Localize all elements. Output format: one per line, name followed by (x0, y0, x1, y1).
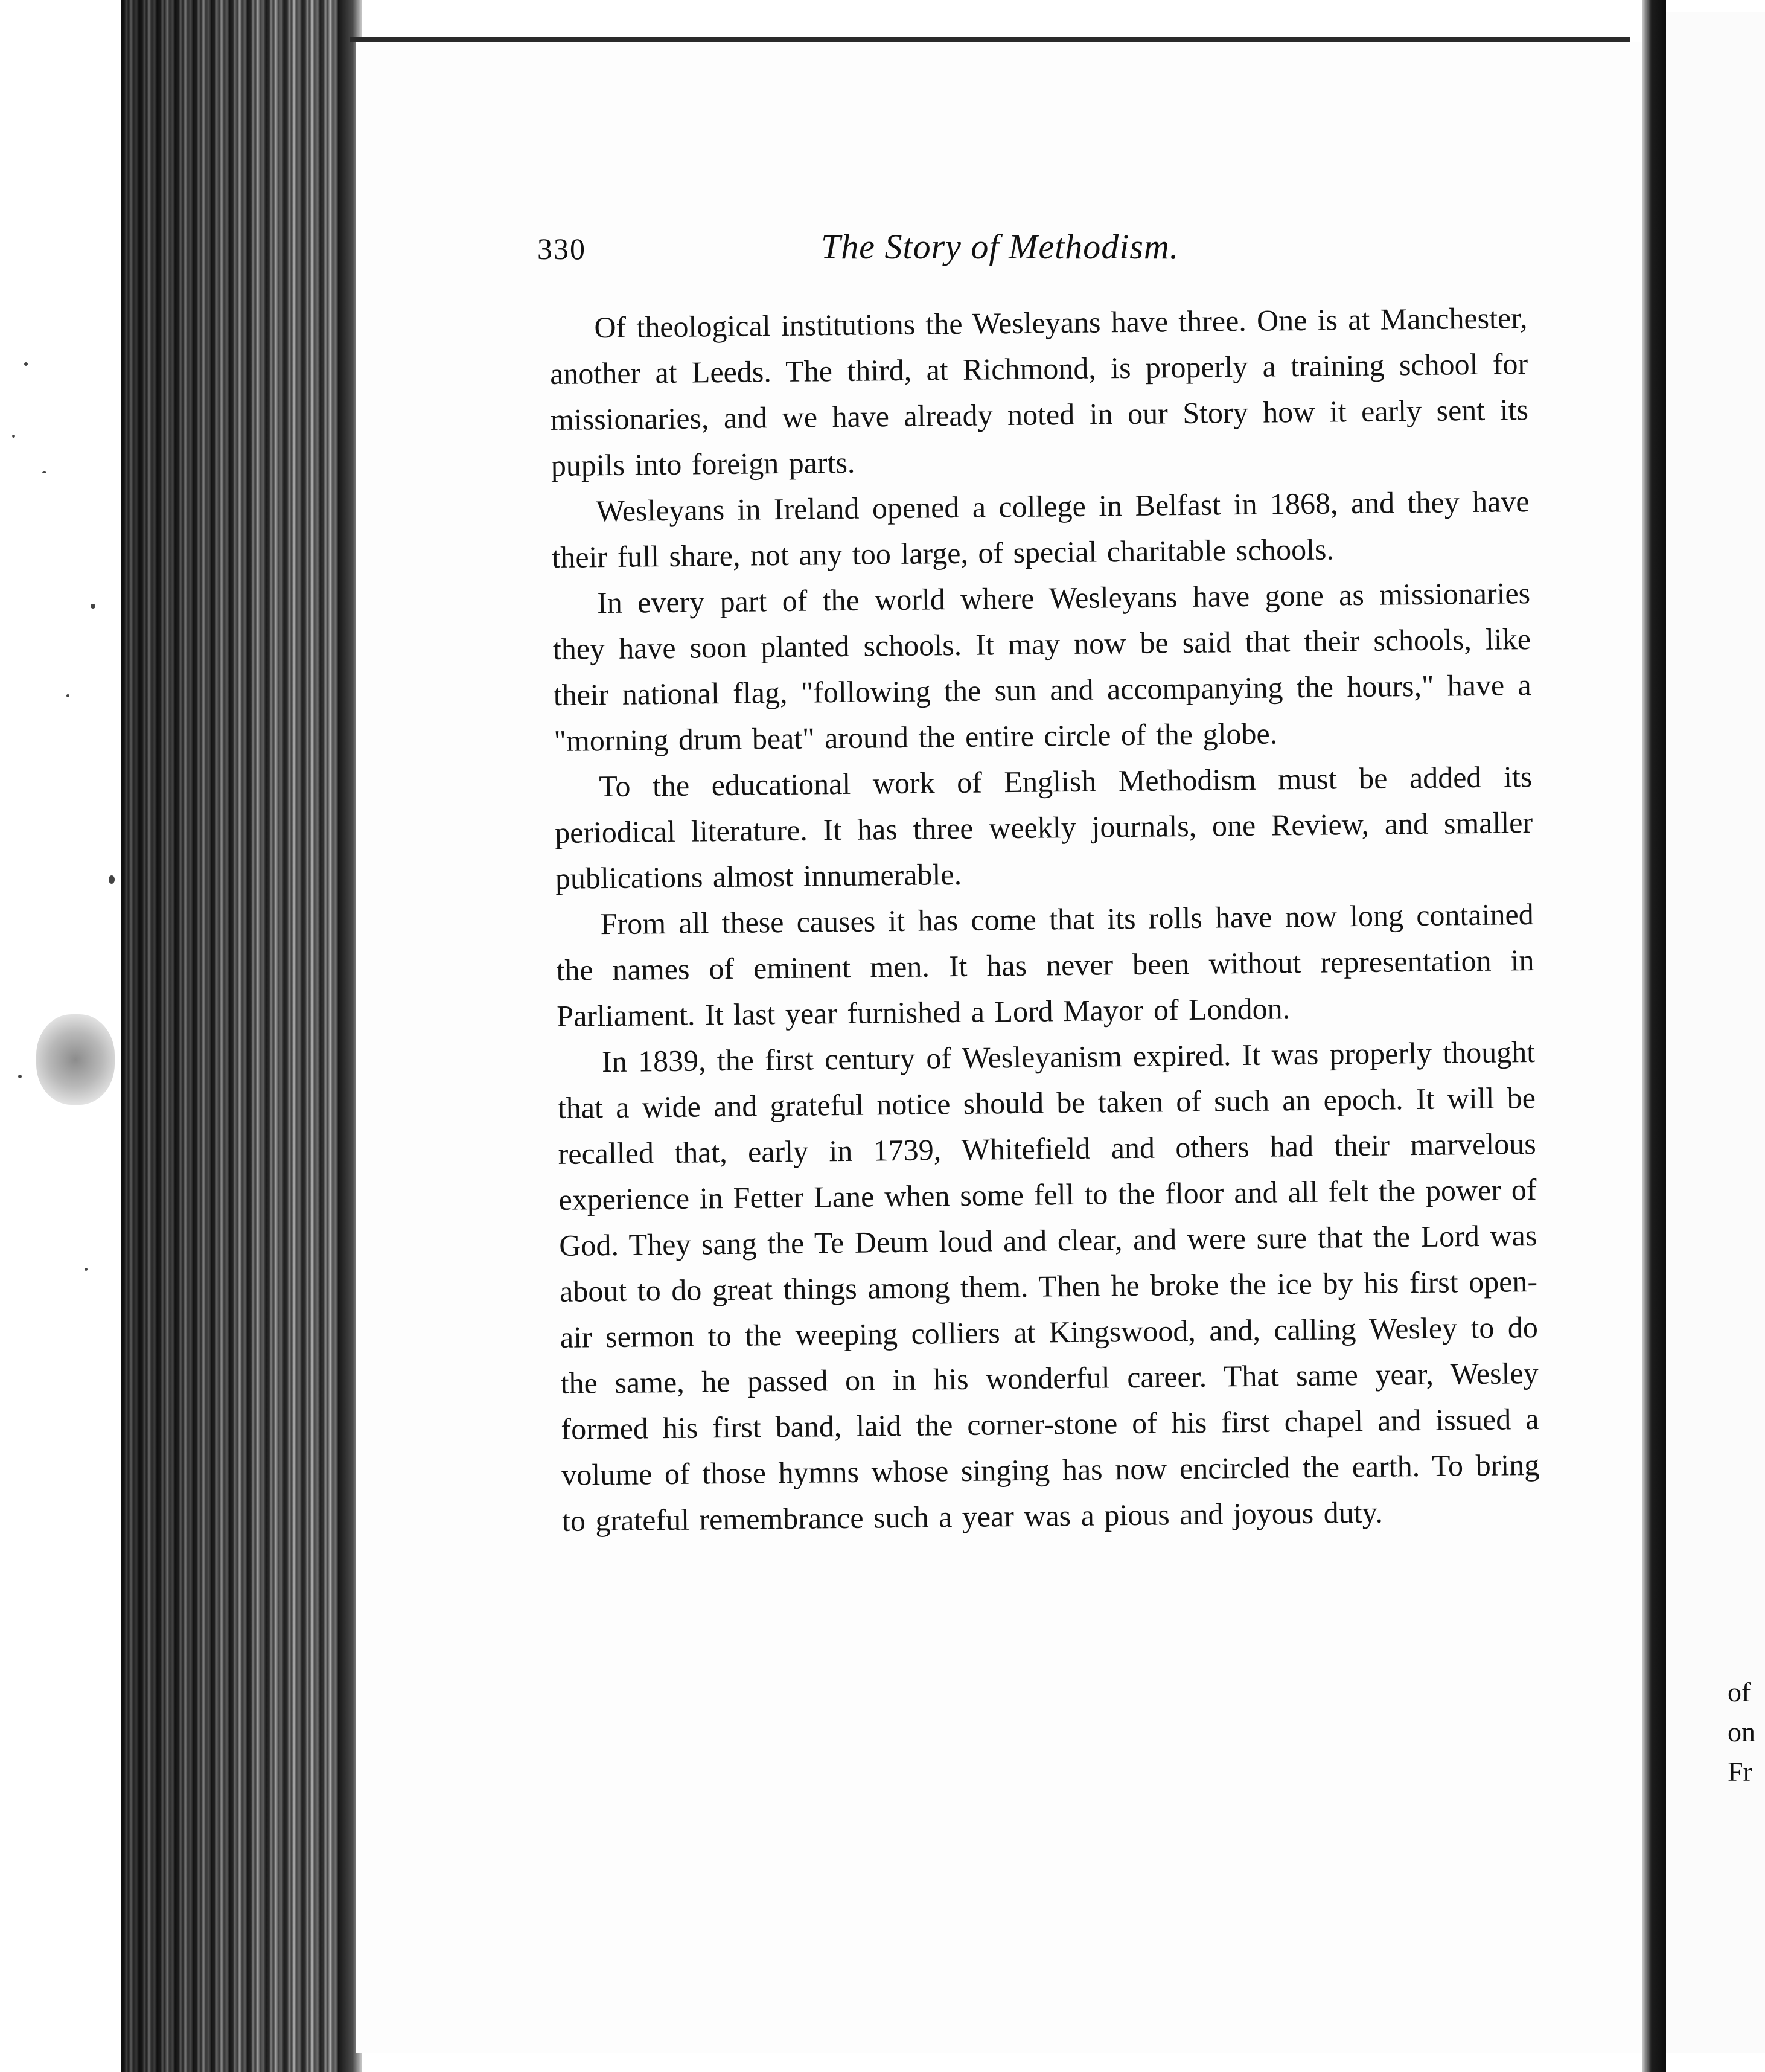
paper-damage-blot (36, 1014, 115, 1105)
right-gutter (1642, 0, 1666, 2072)
speck (24, 362, 28, 366)
running-header (537, 226, 1322, 281)
facing-page-fragment: Fr (1728, 1756, 1752, 1787)
page-number: 330 (537, 232, 586, 266)
speck (12, 435, 15, 438)
speck (109, 875, 115, 884)
facing-page-text-fragment (1728, 1672, 1765, 1792)
speck (42, 471, 46, 473)
paragraph: In 1839, the first century of Wesleyanism expired. It was properly thought that a wide and grateful notice should be taken of such an epoch. It will be recalled that, early in 1739, Whitefield and others had their marvelous experience in Fetter Lane when some fell to the floor and all felt the power of God. They sang the Te Deum loud and clear, and were sure that the Lord was about to do great things among them. Then he broke the ice by his first open-air sermon to the weeping colliers at Kingswood, and, calling Wesley to do the same, he passed on in his wonderful career. That same year, Wesley formed his first band, laid the corner-stone of his first chapel and issued a volume of those hymns whose singing has now encircled the earth. To bring to grateful remembrance such a year was a pious and joyous duty. (557, 1034, 1540, 1538)
page-top-edge (350, 37, 1630, 42)
page-body-text (549, 295, 1540, 1544)
paragraph: To the educational work of English Methodism must be added its periodical literature. It has three weekly journals, one Review, and smaller publications almost innumerable. (554, 759, 1533, 895)
paragraph: From all these causes it has come that its rolls have now long contained the names of eminent men. It has never been without representation in Parliament. It last year furnished a Lord Mayor of London. (556, 897, 1534, 1033)
speck (18, 1075, 22, 1078)
facing-page-fragment: of (1728, 1677, 1751, 1707)
facing-page-fragment: on (1728, 1716, 1755, 1747)
speck (91, 604, 95, 609)
paragraph: Wesleyans in Ireland opened a college in Belfast in 1868, and they have their full share, not any too large, of special charitable schools. (552, 484, 1530, 574)
book-page-edges-shade (121, 0, 350, 2072)
paragraph: In every part of the world where Wesleyans have gone as missionaries they have soon planted schools. It may now be said that their schools, like their national flag, "following the sun and accompanying the hours," have a "morning drum beat" around the entire circle of the globe. (552, 576, 1531, 758)
running-title: The Story of Methodism. (821, 227, 1179, 266)
speck (66, 694, 69, 697)
paragraph: Of theological institutions the Wesleyans have three. One is at Manchester, another at Leeds. The third, at Richmond, is properly a training school for missionaries, and we have already noted in our Story how it early sent its pupils into foreign parts. (549, 301, 1529, 482)
speck (85, 1268, 88, 1271)
